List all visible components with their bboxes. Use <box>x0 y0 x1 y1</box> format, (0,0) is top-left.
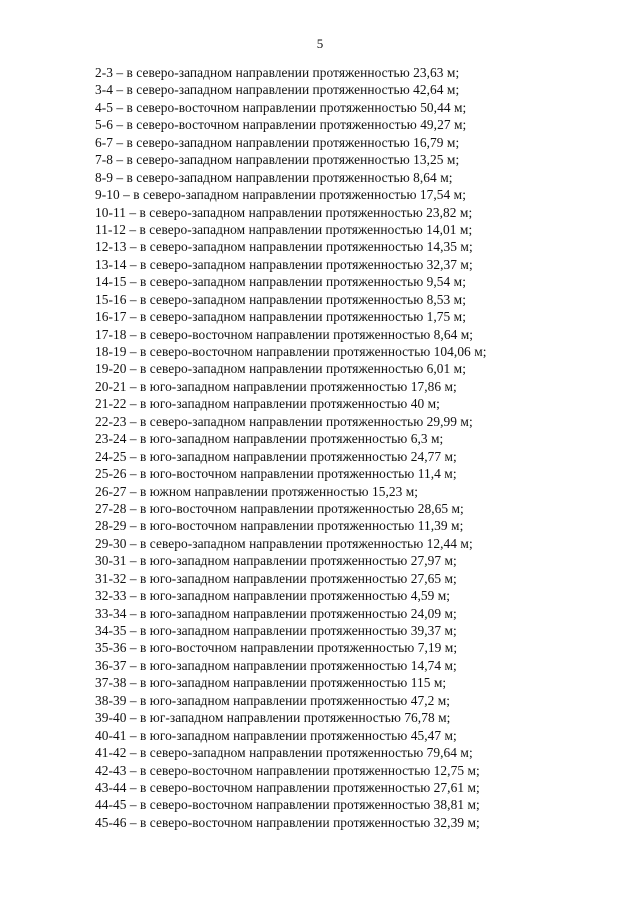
boundary-segment-line: 30-31 – в юго-западном направлении протяженностью 27,97 м; <box>95 553 457 569</box>
boundary-segment-line: 6-7 – в северо-западном направлении протяженностью 16,79 м; <box>95 134 460 150</box>
boundary-segment-line: 41-42 – в северо-западном направлении протяженностью 79,64 м; <box>95 745 473 761</box>
boundary-segment-line: 14-15 – в северо-западном направлении протяженностью 9,54 м; <box>95 274 466 290</box>
boundary-segment-line: 15-16 – в северо-западном направлении протяженностью 8,53 м; <box>95 291 466 307</box>
boundary-segment-line: 42-43 – в северо-восточном направлении протяженностью 12,75 м; <box>95 762 480 778</box>
boundary-segment-line: 21-22 – в юго-западном направлении протяженностью 40 м; <box>95 396 440 412</box>
boundary-segment-line: 40-41 – в юго-западном направлении протяженностью 45,47 м; <box>95 727 457 743</box>
boundary-segment-line: 35-36 – в юго-восточном направлении протяженностью 7,19 м; <box>95 640 458 656</box>
boundary-segment-line: 5-6 – в северо-восточном направлении протяженностью 49,27 м; <box>95 117 467 133</box>
boundary-segment-list <box>95 64 615 831</box>
boundary-segment-line: 33-34 – в юго-западном направлении протяженностью 24,09 м; <box>95 605 457 621</box>
boundary-segment-line: 4-5 – в северо-восточном направлении протяженностью 50,44 м; <box>95 99 467 115</box>
boundary-segment-line: 27-28 – в юго-восточном направлении протяженностью 28,65 м; <box>95 500 464 516</box>
boundary-segment-line: 28-29 – в юго-восточном направлении протяженностью 11,39 м; <box>95 518 464 534</box>
boundary-segment-line: 18-19 – в северо-восточном направлении протяженностью 104,06 м; <box>95 344 487 359</box>
boundary-segment-line: 8-9 – в северо-западном направлении протяженностью 8,64 м; <box>95 169 453 185</box>
boundary-segment-line: 7-8 – в северо-западном направлении протяженностью 13,25 м; <box>95 152 460 168</box>
boundary-segment-line: 3-4 – в северо-западном направлении протяженностью 42,64 м; <box>95 82 460 98</box>
boundary-segment-line: 2-3 – в северо-западном направлении протяженностью 23,63 м; <box>95 65 460 80</box>
boundary-segment-line: 9-10 – в северо-западном направлении протяженностью 17,54 м; <box>95 187 466 203</box>
boundary-segment-line: 17-18 – в северо-восточном направлении протяженностью 8,64 м; <box>95 326 474 342</box>
boundary-segment-line: 16-17 – в северо-западном направлении протяженностью 1,75 м; <box>95 309 466 325</box>
boundary-segment-line: 43-44 – в северо-восточном направлении протяженностью 27,61 м; <box>95 779 480 795</box>
boundary-segment-line: 24-25 – в юго-западном направлении протяженностью 24,77 м; <box>95 448 457 464</box>
boundary-segment-line: 34-35 – в юго-западном направлении протяженностью 39,37 м; <box>95 623 457 638</box>
boundary-segment-line: 11-12 – в северо-западном направлении протяженностью 14,01 м; <box>95 221 473 237</box>
boundary-segment-line: 38-39 – в юго-западном направлении протяженностью 47,2 м; <box>95 692 451 708</box>
boundary-segment-line: 45-46 – в северо-восточном направлении протяженностью 32,39 м; <box>95 814 480 830</box>
boundary-segment-line: 23-24 – в юго-западном направлении протяженностью 6,3 м; <box>95 431 444 447</box>
boundary-segment-line: 29-30 – в северо-западном направлении протяженностью 12,44 м; <box>95 535 473 551</box>
boundary-segment-line: 22-23 – в северо-западном направлении протяженностью 29,99 м; <box>95 413 473 429</box>
boundary-segment-line: 10-11 – в северо-западном направлении протяженностью 23,82 м; <box>95 204 473 220</box>
boundary-segment-line: 26-27 – в южном направлении протяженностью 15,23 м; <box>95 483 419 499</box>
boundary-segment-line: 13-14 – в северо-западном направлении протяженностью 32,37 м; <box>95 256 473 272</box>
boundary-segment-line: 44-45 – в северо-восточном направлении протяженностью 38,81 м; <box>95 797 480 813</box>
boundary-segment-line: 37-38 – в юго-западном направлении протяженностью 115 м; <box>95 675 447 691</box>
boundary-segment-line: 20-21 – в юго-западном направлении протяженностью 17,86 м; <box>95 378 457 394</box>
boundary-segment-line: 19-20 – в северо-западном направлении протяженностью 6,01 м; <box>95 361 466 377</box>
boundary-segment-line: 12-13 – в северо-западном направлении протяженностью 14,35 м; <box>95 239 473 255</box>
boundary-segment-line: 36-37 – в юго-западном направлении протяженностью 14,74 м; <box>95 657 457 673</box>
boundary-segment-line: 25-26 – в юго-восточном направлении протяженностью 11,4 м; <box>95 466 457 482</box>
boundary-segment-line: 39-40 – в юг-западном направлении протяженностью 76,78 м; <box>95 710 451 726</box>
page-number: 5 <box>316 36 324 51</box>
boundary-segment-line: 31-32 – в юго-западном направлении протяженностью 27,65 м; <box>95 570 457 586</box>
boundary-segment-line: 32-33 – в юго-западном направлении протяженностью 4,59 м; <box>95 588 451 604</box>
